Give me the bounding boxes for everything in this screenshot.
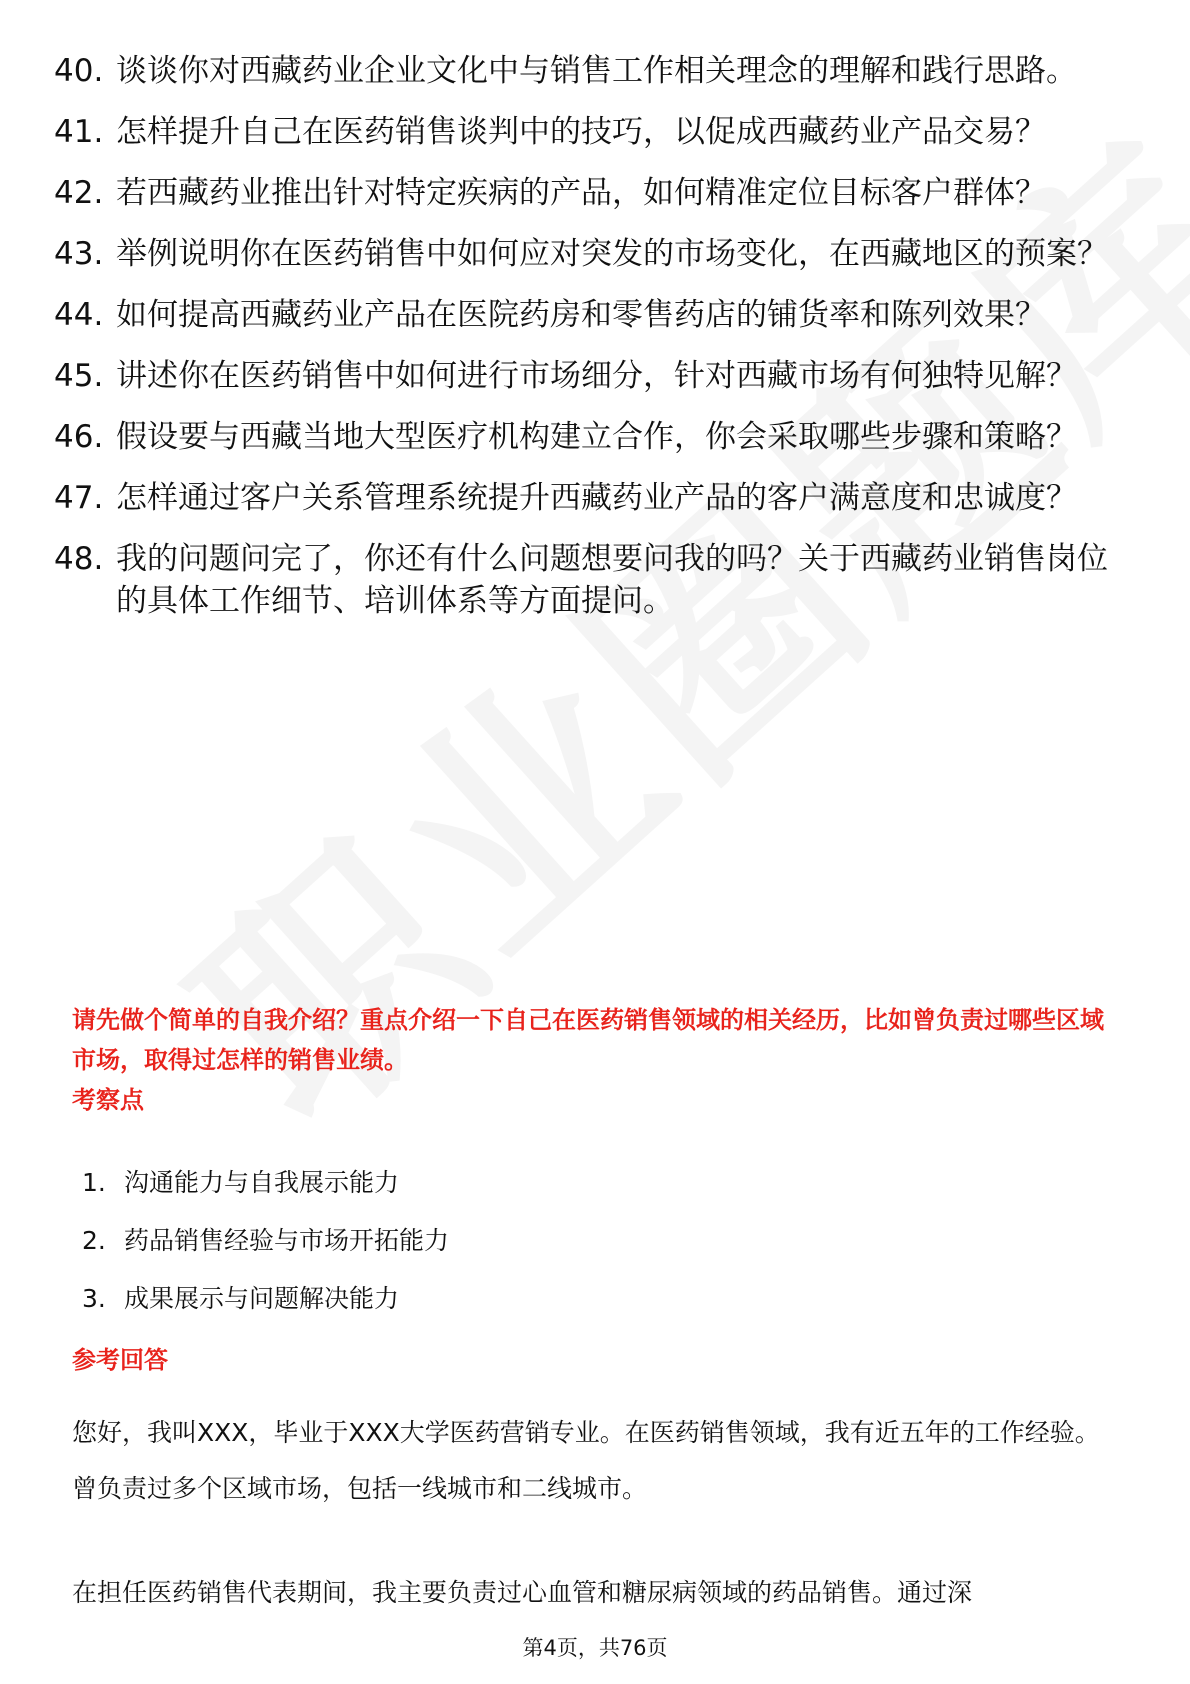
question-number: 45. (54, 358, 104, 394)
question-item (54, 416, 1124, 458)
question-number: 43. (54, 236, 104, 272)
question-text: 举例说明你在医药销售中如何应对突发的市场变化，在西藏地区的预案？ (116, 236, 1108, 272)
question-number: 40. (54, 53, 104, 89)
point-number: 1. (82, 1168, 106, 1197)
point-number: 2. (82, 1226, 106, 1255)
question-number: 42. (54, 175, 104, 211)
question-text: 我的问题问完了，你还有什么问题想要问我的吗？关于西藏药业销售岗位的具体工作细节、培训体系等方面提问。 (116, 541, 1108, 619)
question-number: 47. (54, 480, 104, 516)
question-item (54, 294, 1124, 336)
question-number: 48. (54, 541, 104, 577)
question-text: 讲述你在医药销售中如何进行市场细分，针对西藏市场有何独特见解？ (116, 358, 1077, 394)
question-text: 怎样提升自己在医药销售谈判中的技巧，以促成西藏药业产品交易？ (116, 114, 1046, 150)
question-text: 假设要与西藏当地大型医疗机构建立合作，你会采取哪些步骤和策略？ (116, 419, 1077, 455)
point-text: 成果展示与问题解决能力 (124, 1284, 400, 1313)
question-item (54, 50, 1124, 92)
page-footer: 第4页，共76页 (522, 1636, 668, 1660)
assessment-title: 考察点 (72, 1086, 144, 1114)
question-text: 如何提高西藏药业产品在医院药房和零售药店的铺货率和陈列效果？ (116, 297, 1046, 333)
highlight-question: 请先做个简单的自我介绍？重点介绍一下自己在医药销售领域的相关经历，比如曾负责过哪些区域市场，取得过怎样的销售业绩。 (72, 1006, 1104, 1074)
assessment-points (82, 1166, 449, 1340)
question-item (54, 111, 1124, 153)
question-text: 谈谈你对西藏药业企业文化中与销售工作相关理念的理解和践行思路。 (116, 53, 1077, 89)
question-item (54, 233, 1124, 275)
assessment-point (82, 1224, 449, 1258)
point-number: 3. (82, 1284, 106, 1313)
question-number: 44. (54, 297, 104, 333)
point-text: 沟通能力与自我展示能力 (124, 1168, 400, 1197)
answer-paragraph: 您好，我叫XXX，毕业于XXX大学医药营销专业。在医药销售领域，我有近五年的工作经验。曾负责过多个区域市场，包括一线城市和二线城市。 (72, 1418, 1100, 1503)
question-item (54, 477, 1124, 519)
answer-paragraph: 在担任医药销售代表期间，我主要负责过心血管和糖尿病领域的药品销售。通过深 (72, 1578, 973, 1607)
question-item (54, 172, 1124, 214)
assessment-point (82, 1166, 449, 1200)
question-item (54, 355, 1124, 397)
question-number: 41. (54, 114, 104, 150)
question-item (54, 538, 1124, 622)
assessment-point (82, 1282, 449, 1316)
question-list (54, 50, 1124, 641)
question-number: 46. (54, 419, 104, 455)
question-text: 怎样通过客户关系管理系统提升西藏药业产品的客户满意度和忠诚度？ (116, 480, 1077, 516)
question-text: 若西藏药业推出针对特定疾病的产品，如何精准定位目标客户群体？ (116, 175, 1046, 211)
reference-title: 参考回答 (72, 1346, 168, 1374)
point-text: 药品销售经验与市场开拓能力 (124, 1226, 450, 1255)
